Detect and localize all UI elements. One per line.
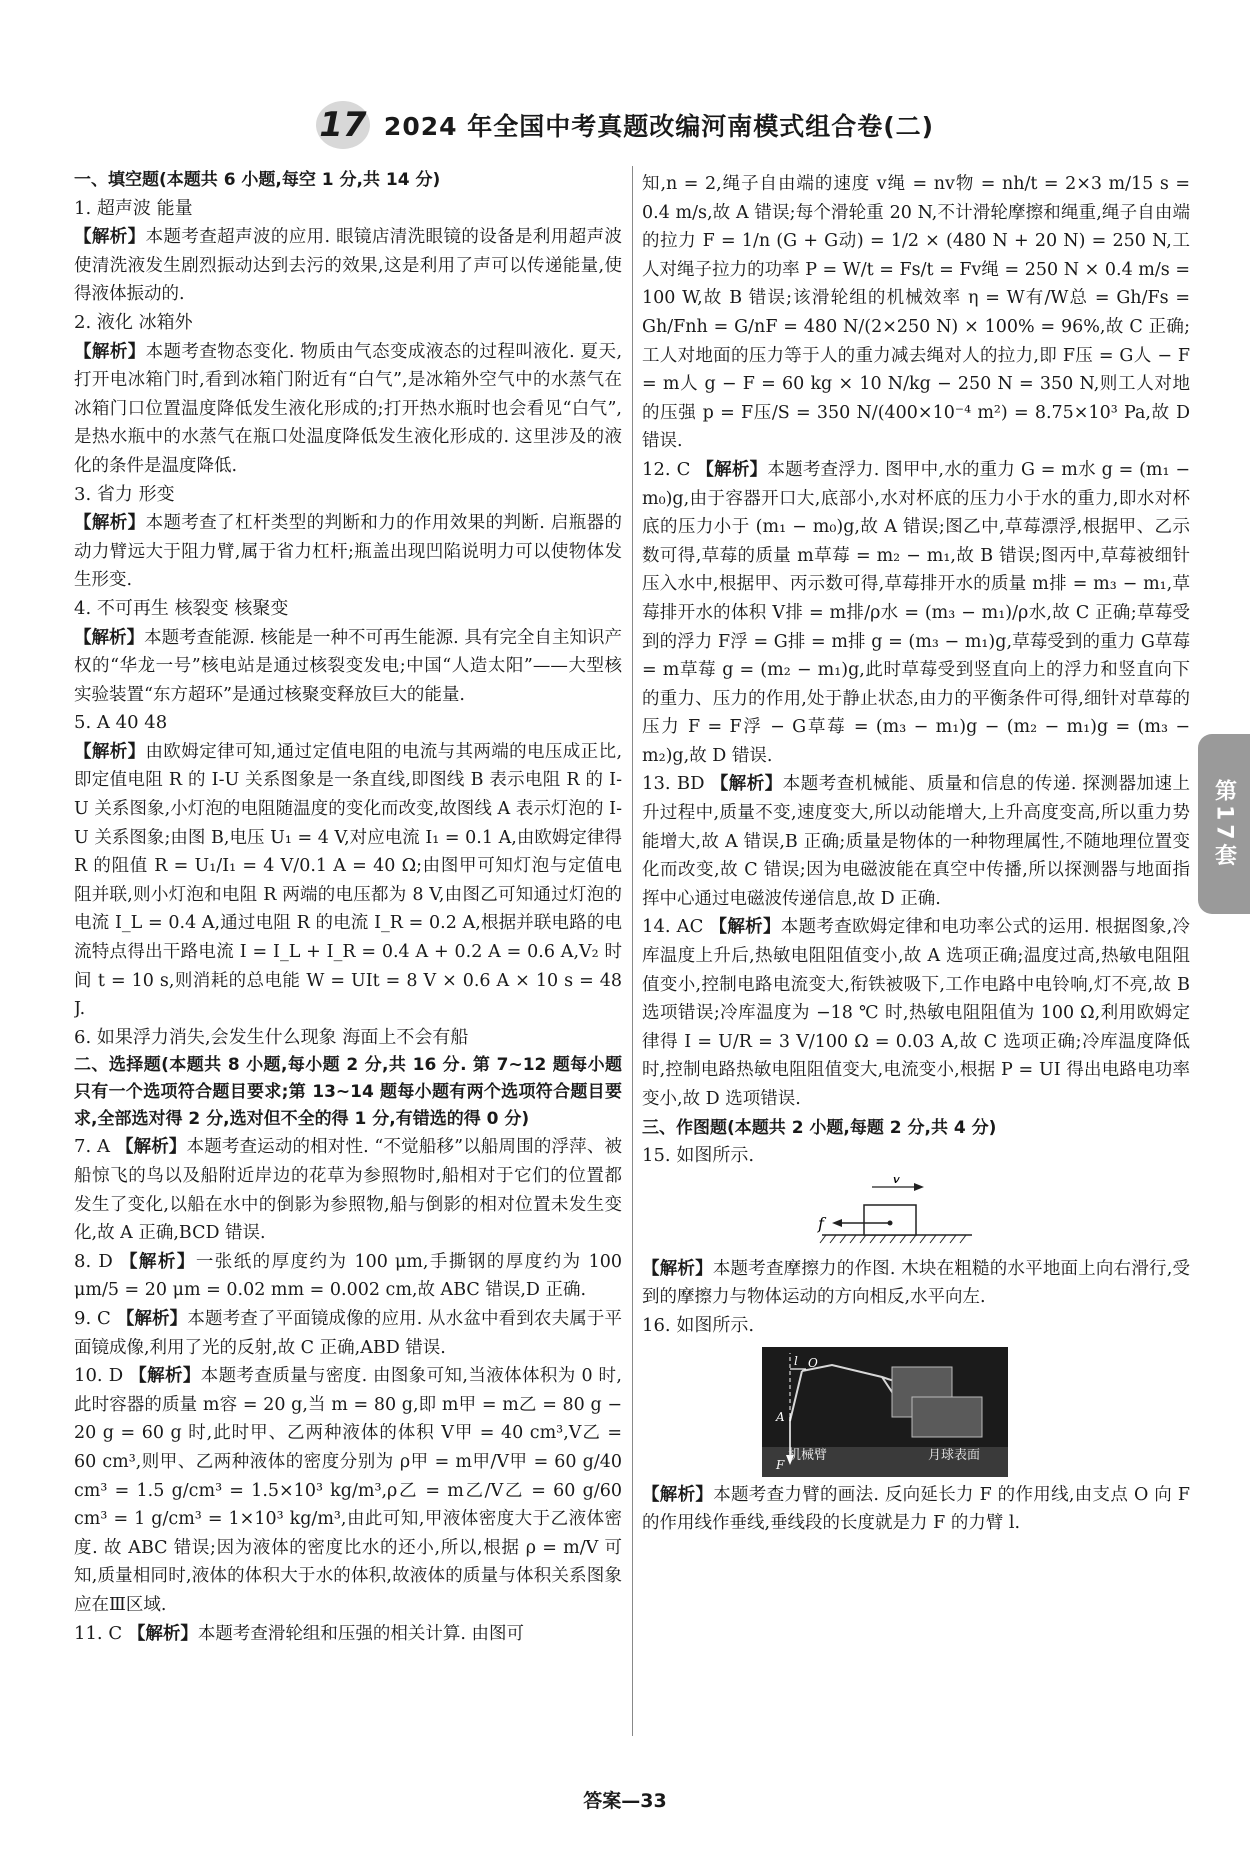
right-column <box>642 170 1190 1740</box>
analysis-label: 【解析】 <box>115 1137 187 1158</box>
robot-arm-photo <box>762 1347 1008 1477</box>
answer-line: 16. 如图所示. <box>642 1314 755 1336</box>
explanation <box>74 1305 622 1362</box>
explanation-text: 本题考查浮力. 图甲中,水的重力 G = m水 g = (m₁ − m₀)g,由于容器开口大,底部小,水对杯底的压力小于水的重力,即水对杯底的压力小于 (m₁ − m₀)g,故 A 错误;图乙中,草莓漂浮,根据甲、乙示数可得,草莓的质量 m草莓 = m₂ − m₁,故 B 错误;图丙中,草莓被细针压入水中,根据甲、丙示数可得,草莓排开水的质量 m排 = m₃ − m₁,草莓排开水的体积 V排 = m排/ρ水 = (m₃ − m₁)/ρ水,故 C 正确;草莓受到的浮力 F浮 = G排 = m排 g = (m₃ − m₁)g,草莓受到的重力 G草莓 = m草莓 g = (m₂ − m₁)g,此时草莓受到竖直向上的浮力和竖直向下的重力、压力的作用,处于静止状态,由力的平衡条件可得,细针对草莓的压力 F = F浮 − G草莓 = (m₃ − m₁)g − (m₂ − m₁)g = (m₃ − m₂)g,故 D 错误. <box>642 459 1190 766</box>
explanation <box>642 456 1190 771</box>
page-footer: 答案—33 <box>583 1790 667 1812</box>
analysis-label: 【解析】 <box>74 513 146 534</box>
lander-shape <box>892 1367 982 1437</box>
explanation-text: 本题考查能源. 核能是一种不可再生能源. 具有完全自主知识产权的“华龙一号”核电站是通过核裂变发电;中国“人造太阳”——大型核实验装置“东方超环”是通过核聚变释放巨大的能量. <box>74 627 622 705</box>
explanation <box>74 509 622 595</box>
explanation-text: 本题考查摩擦力的作图. 木块在粗糙的水平地面上向右滑行,受到的摩擦力与物体运动的方向相反,水平向左. <box>642 1258 1190 1308</box>
velocity-label: v <box>892 1176 901 1187</box>
left-column <box>74 166 622 1736</box>
answer-head: 11. C <box>74 1622 128 1644</box>
explanation <box>74 738 622 1024</box>
label-o: O <box>808 1355 818 1370</box>
section-heading: 一、填空题(本题共 6 小题,每空 1 分,共 14 分) <box>74 170 441 190</box>
page-header <box>0 100 1250 150</box>
explanation <box>74 624 622 710</box>
analysis-label: 【解析】 <box>74 741 146 762</box>
side-tab: 第17套 <box>1198 734 1250 914</box>
label-f: F <box>776 1457 785 1472</box>
friction-label: f <box>818 1213 824 1233</box>
caption-moon-surface: 月球表面 <box>927 1447 980 1463</box>
explanation-text: 本题考查滑轮组和压强的相关计算. 由图可 <box>197 1623 524 1644</box>
analysis-label: 【解析】 <box>119 1251 196 1272</box>
explanation <box>74 338 622 481</box>
analysis-label: 【解析】 <box>710 774 783 795</box>
explanation <box>74 223 622 309</box>
label-a: A <box>776 1409 785 1424</box>
analysis-label: 【解析】 <box>642 1484 714 1505</box>
explanation-text: 由欧姆定律可知,通过定值电阻的电流与其两端的电压成正比,即定值电阻 R 的 I-U 关系图象是一条直线,即图线 B 表示电阻 R 的 I-U 关系图象,小灯泡的电阻随温度的变化而改变,故图线 A 表示灯泡的 I-U 关系图象;由图 B,电压 U₁ = 4 V,对应电流 I₁ = 0.1 A,由欧姆定律得 R 的阻值 R = U₁/I₁ = 4 V/0.1 A = 40 Ω;由图甲可知灯泡与定值电阻并联,则小灯泡和电阻 R 两端的电压都为 8 V,由图乙可知通过灯泡的电流 I_L = 0.4 A,通过电阻 R 的电流 I_R = 0.2 A,根据并联电路的电流特点得出干路电流 I = I_L + I_R = 0.4 A + 0.2 A = 0.6 A,V₂ 时间 t = 10 s,则消耗的总电能 W = UIt = 8 V × 0.6 A × 10 s = 48 J. <box>74 741 622 1020</box>
analysis-label: 【解析】 <box>74 341 146 362</box>
answer-line: 2. 液化 冰箱外 <box>74 311 193 333</box>
friction-figure <box>642 1177 1190 1251</box>
answer-head: 12. C <box>642 458 697 480</box>
analysis-label: 【解析】 <box>696 459 768 480</box>
explanation <box>642 770 1190 913</box>
answer-head: 10. D <box>74 1365 130 1387</box>
explanation <box>642 1481 1190 1538</box>
explanation-text: 知,n = 2,绳子自由端的速度 v绳 = nv物 = nh/t = 2×3 m/15 s = 0.4 m/s,故 A 错误;每个滑轮重 20 N,不计滑轮摩擦和绳重,绳子自由端的拉力 F = 1/n (G + G动) = 1/2 × (480 N + 20 N) = 250 N,工人对绳子拉力的功率 P = W/t = Fs/t = Fv绳 = 250 N × 0.4 m/s = 100 W,故 B 错误;该滑轮组的机械效率 η = W有/W总 = Gh/Fs = Gh/Fnh = G/nF = 480 N/(2×250 N) × 100% = 96%,故 C 正确;工人对地面的压力等于人的重力减去绳对人的拉力,即 F压 = G人 − F = m人 g − F = 60 kg × 10 N/kg − 250 N = 350 N,则工人对地的压强 p = F压/S = 350 N/(400×10⁻⁴ m²) = 8.75×10³ Pa,故 D 错误. <box>642 174 1190 452</box>
friction-arrowhead <box>832 1219 842 1227</box>
analysis-label: 【解析】 <box>74 627 145 648</box>
page-title: 2024 年全国中考真题改编河南模式组合卷(二) <box>383 112 935 141</box>
analysis-label: 【解析】 <box>129 1366 201 1387</box>
friction-diagram <box>642 1177 1190 1251</box>
section-heading: 三、作图题(本题共 2 小题,每题 2 分,共 4 分) <box>642 1117 997 1138</box>
explanation-text: 本题考查质量与密度. 由图象可知,当液体体积为 0 时,此时容器的质量 m容 = 20 g,当 m = 80 g,即 m甲 = m乙 = 80 g − 20 g = 60 g 时,此时甲、乙两种液体的体积 V甲 = 40 cm³,V乙 = 60 cm³,则甲、乙两种液体的密度分别为 ρ甲 = m甲/V甲 = 60 g/40 cm³ = 1.5 g/cm³ = 1.5×10³ kg/m³,ρ乙 = m乙/V乙 = 60 g/60 cm³ = 1 g/cm³ = 1×10³ kg/m³,由此可知,甲液体密度大于乙液体密度. 故 ABC 错误;因为液体的密度比水的还小,所以,根据 ρ = m/V 可知,质量相同时,液体的体积大于水的体积,故液体的质量与体积关系图象应在Ⅲ区域. <box>74 1366 622 1615</box>
answer-line: 3. 省力 形变 <box>74 483 175 505</box>
answer-line: 1. 超声波 能量 <box>74 197 193 219</box>
label-l: l <box>794 1353 798 1368</box>
explanation-text: 本题考查了杠杆类型的判断和力的作用效果的判断. 启瓶器的动力臂远大于阻力臂,属于省力杠杆;瓶盖出现凹陷说明力可以使物体发生形变. <box>74 513 622 591</box>
analysis-label: 【解析】 <box>709 917 781 938</box>
explanation-text: 本题考查超声波的应用. 眼镜店清洗眼镜的设备是利用超声波使清洗液发生剧烈振动达到去污的效果,这是利用了声可以传递能量,使得液体振动的. <box>74 227 622 305</box>
explanation-text: 本题考查机械能、质量和信息的传递. 探测器加速上升过程中,质量不变,速度变大,所以动能增大,上升高度变高,所以重力势能增大,故 A 错误,B 正确;质量是物体的一种物理属性,不随地理位置变化而改变,故 C 错误;因为电磁波能在真空中传播,所以探测器与地面指挥中心通过电磁波传递信息,故 D 正确. <box>642 774 1190 909</box>
explanation-text: 本题考查了平面镜成像的应用. 从水盆中看到农夫属于平面镜成像,利用了光的反射,故 C 正确,ABD 错误. <box>74 1308 622 1358</box>
answer-head: 14. AC <box>642 916 710 938</box>
ground-hatching <box>820 1235 966 1243</box>
explanation-text: 本题考查运动的相对性. “不觉船移”以船周围的浮萍、被船惊飞的鸟以及船附近岸边的花草为参照物时,船相对于它们的位置都发生了变化,以船在水中的倒影为参照物,船与倒影的相对位置未发生变化,故 A 正确,BCD 错误. <box>74 1137 622 1244</box>
answer-line: 15. 如图所示. <box>642 1145 755 1167</box>
column-divider <box>632 166 633 1736</box>
explanation <box>74 1133 622 1247</box>
answer-head: 9. C <box>74 1307 117 1329</box>
caption-robot-arm: 机械臂 <box>788 1447 828 1463</box>
analysis-label: 【解析】 <box>127 1623 198 1644</box>
explanation-text: 本题考查欧姆定律和电功率公式的运用. 根据图象,冷库温度上升后,热敏电阻阻值变小,故 A 选项正确;温度过高,热敏电阻阻值变小,控制电路电流变大,衔铁被吸下,工作电路中电铃响,灯不亮,故 B 选项错误;冷库温度为 −18 ℃ 时,热敏电阻阻值为 100 Ω,利用欧姆定律得 I = U/R = 3 V/100 Ω = 0.03 A,故 C 选项正确;冷库温度降低时,控制电路热敏电阻阻值变大,电流变小,根据 P = UI 得出电路电功率变小,故 D 选项错误. <box>642 917 1190 1109</box>
explanation-text: 本题考查力臂的画法. 反向延长力 F 的作用线,由支点 O 向 F 的作用线作垂线,垂线段的长度就是力 F 的力臂 l. <box>642 1484 1190 1534</box>
analysis-label: 【解析】 <box>642 1258 713 1279</box>
explanation <box>642 913 1190 1113</box>
set-number-badge: 17 <box>316 101 370 149</box>
explanation <box>74 1362 622 1619</box>
answer-line: 5. A 40 48 <box>74 712 168 734</box>
section-heading: 二、选择题(本题共 8 小题,每小题 2 分,共 16 分. 第 7~12 题每小题只有一个选项符合题目要求;第 13~14 题每小题有两个选项符合题目要求,全部选对得 2 分,选对但不全的得 1 分,有错选的得 0 分) <box>74 1055 622 1130</box>
answer-head: 8. D <box>74 1250 120 1272</box>
explanation-text: 本题考查物态变化. 物质由气态变成液态的过程叫液化. 夏天,打开电冰箱门时,看到冰箱门附近有“白气”,是冰箱外空气中的水蒸气在冰箱门口位置温度降低发生液化形成的;打开热水瓶时也会看见“白气”,是热水瓶中的水蒸气在瓶口处温度降低发生液化形成的. 这里涉及的液化的条件是温度降低. <box>74 341 622 476</box>
analysis-label: 【解析】 <box>74 227 146 248</box>
explanation <box>642 1255 1190 1312</box>
answer-line: 4. 不可再生 核裂变 核聚变 <box>74 597 289 619</box>
wooden-block <box>864 1205 916 1235</box>
explanation <box>74 1620 622 1649</box>
answer-head: 13. BD <box>642 773 711 795</box>
answer-head: 7. A <box>74 1136 116 1158</box>
analysis-label: 【解析】 <box>116 1308 188 1329</box>
explanation-text: 一张纸的厚度约为 100 μm,手撕钢的厚度约为 100 μm/5 = 20 μm = 0.02 mm = 0.002 cm,故 ABC 错误,D 正确. <box>74 1251 622 1301</box>
answer-line: 6. 如果浮力消失,会发生什么现象 海面上不会有船 <box>74 1026 469 1048</box>
explanation <box>74 1248 622 1305</box>
velocity-arrowhead <box>914 1183 924 1191</box>
